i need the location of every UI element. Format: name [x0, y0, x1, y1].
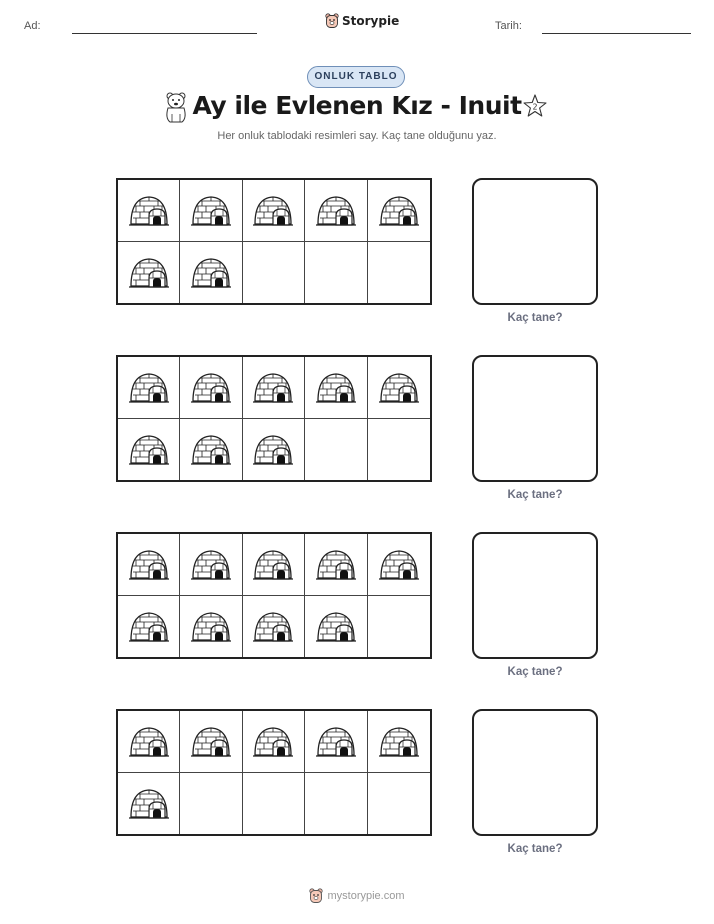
ten-frame-cell: [368, 773, 430, 835]
footer: [0, 888, 714, 904]
ten-frame-cell: [243, 534, 305, 596]
answer-prompt: Kaç tane?: [507, 843, 563, 855]
igloo-icon: [128, 431, 170, 467]
storypie-logo: [325, 13, 399, 29]
igloo-icon: [190, 723, 232, 759]
ten-frame-cell: [243, 357, 305, 419]
ten-frame-cell: [243, 242, 305, 304]
ten-frame: [116, 355, 432, 482]
svg-text:2: 2: [532, 102, 538, 112]
ten-frame-cell: [180, 773, 242, 835]
igloo-icon: [128, 723, 170, 759]
ten-frame: [116, 532, 432, 659]
igloo-icon: [128, 608, 170, 644]
ten-frame: [116, 709, 432, 836]
answer-box[interactable]: [472, 178, 598, 305]
igloo-icon: [190, 369, 232, 405]
answer-prompt: Kaç tane?: [507, 489, 563, 501]
page-title: Ay ile Evlenen Kız - Inuit: [192, 91, 522, 120]
answer-prompt: Kaç tane?: [507, 312, 563, 324]
ten-frame-cell: [305, 180, 367, 242]
igloo-icon: [190, 254, 232, 290]
ten-frame-cell: [243, 419, 305, 481]
igloo-icon: [315, 723, 357, 759]
name-line[interactable]: [72, 33, 257, 34]
igloo-icon: [315, 546, 357, 582]
igloo-icon: [252, 723, 294, 759]
ten-frame: [116, 178, 432, 305]
ten-frame-cell: [305, 419, 367, 481]
igloo-icon: [190, 546, 232, 582]
ten-frame-cell: [118, 242, 180, 304]
ten-frame-cell: [305, 596, 367, 658]
ten-frame-cell: [305, 242, 367, 304]
ten-frame-cell: [368, 711, 430, 773]
ten-frame-cell: [118, 419, 180, 481]
igloo-icon: [128, 254, 170, 290]
ten-frame-cell: [368, 180, 430, 242]
ten-frame-cell: [180, 419, 242, 481]
ten-frame-cell: [118, 596, 180, 658]
ten-frame-cell: [305, 357, 367, 419]
ten-frame-cell: [305, 534, 367, 596]
ten-frame-cell: [243, 180, 305, 242]
answer-box[interactable]: [472, 709, 598, 836]
igloo-icon: [128, 785, 170, 821]
ten-frame-cell: [180, 534, 242, 596]
answer-prompt: Kaç tane?: [507, 666, 563, 678]
ten-frame-cell: [180, 357, 242, 419]
ten-frame-cell: [243, 596, 305, 658]
igloo-icon: [190, 431, 232, 467]
igloo-icon: [378, 546, 420, 582]
igloo-icon: [252, 431, 294, 467]
worksheet-type-badge: ONLUK TABLO: [307, 66, 405, 88]
igloo-icon: [378, 723, 420, 759]
ten-frame-cell: [118, 711, 180, 773]
footer-url: mystorypie.com: [327, 890, 405, 902]
ten-frame-cell: [368, 419, 430, 481]
ten-frame-cell: [368, 596, 430, 658]
ten-frame-cell: [243, 773, 305, 835]
ten-frame-cell: [118, 357, 180, 419]
brand-name: Storypie: [342, 14, 400, 28]
ten-frame-cell: [118, 773, 180, 835]
igloo-icon: [128, 546, 170, 582]
ten-frame-cell: [305, 711, 367, 773]
ten-frame-cell: [305, 773, 367, 835]
igloo-icon: [252, 369, 294, 405]
ten-frame-cell: [243, 711, 305, 773]
ten-frame-cell: [180, 242, 242, 304]
igloo-icon: [128, 369, 170, 405]
answer-box[interactable]: [472, 355, 598, 482]
igloo-icon: [190, 192, 232, 228]
igloo-icon: [315, 608, 357, 644]
name-label: Ad:: [24, 20, 41, 32]
answer-box[interactable]: [472, 532, 598, 659]
igloo-icon: [128, 192, 170, 228]
igloo-icon: [252, 192, 294, 228]
igloo-icon: [315, 369, 357, 405]
ten-frame-cell: [180, 711, 242, 773]
instructions: Her onluk tablodaki resimleri say. Kaç tane olduğunu yaz.: [217, 130, 497, 142]
ten-frame-cell: [368, 357, 430, 419]
ten-frame-cell: [180, 596, 242, 658]
ten-frame-cell: [368, 242, 430, 304]
date-line[interactable]: [542, 33, 691, 34]
ten-frame-cell: [118, 534, 180, 596]
igloo-icon: [252, 546, 294, 582]
ten-frame-cell: [180, 180, 242, 242]
igloo-icon: [378, 192, 420, 228]
bear-logo-icon: [325, 13, 339, 29]
igloo-icon: [190, 608, 232, 644]
igloo-icon: [378, 369, 420, 405]
ten-frame-cell: [368, 534, 430, 596]
star-icon: [522, 93, 548, 119]
date-label: Tarih:: [495, 20, 522, 32]
igloo-icon: [252, 608, 294, 644]
igloo-icon: [315, 192, 357, 228]
ten-frame-cell: [118, 180, 180, 242]
bear-logo-icon: [309, 888, 323, 904]
